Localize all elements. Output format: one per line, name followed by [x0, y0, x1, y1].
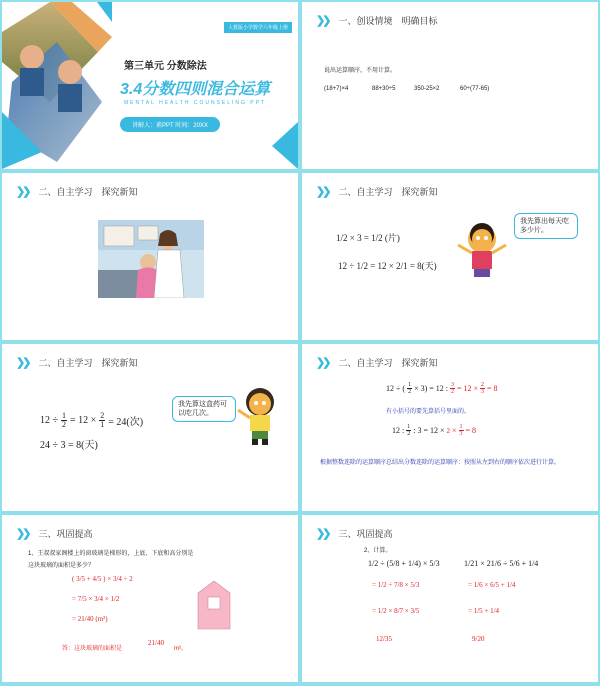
cover-subtitle: MENTAL HEALTH COUNSELING PPT	[124, 100, 267, 106]
cover-meta: 讲解人：素PPT 时间：20XX	[120, 117, 220, 132]
note-order: 根据整数连除的运算顺序总结出分数连除的运算顺序：按照从左到右的顺序依次进行计算。	[320, 460, 561, 466]
problem-2-step-2: = 1/5 + 1/4	[468, 607, 500, 615]
problem-2: 1/21 × 21/6 ÷ 5/6 + 1/4	[464, 559, 539, 568]
window-trapezoid-illustration	[192, 579, 236, 631]
slide-header: ❯❯ 一、创设情境 明确目标	[316, 15, 438, 27]
answer-text: 答：这块玻璃的面积是	[62, 646, 123, 652]
slide-explore-4[interactable]	[302, 344, 598, 511]
doctor-illustration	[98, 220, 204, 298]
step-1: ( 3/5 + 4/5 ) × 3/4 ÷ 2	[72, 575, 133, 583]
chevron-right-icon: ❯❯	[16, 186, 29, 198]
task-text: 2、计算。	[364, 548, 392, 554]
slide-explore-1[interactable]	[2, 173, 298, 340]
cover-photo-collage	[2, 2, 112, 169]
equation-line-2: 12 ÷ 1/2 = 12 × 2/1 = 8(天)	[338, 261, 437, 271]
slide-explore-3[interactable]	[2, 344, 298, 511]
chevron-right-icon: ❯❯	[16, 528, 29, 540]
cover-top-tag: 人教版小学数学六年级上册	[224, 22, 292, 33]
question-text: 1、王叔叔家阁楼上的窗玻璃是梯形的，上底、下底和高分别是	[28, 551, 194, 557]
slide-practice-2[interactable]	[302, 515, 598, 682]
chevron-right-icon: ❯❯	[316, 15, 329, 27]
cover-corner-decoration	[272, 122, 298, 169]
step-3: = 21/40 (m²)	[72, 615, 108, 623]
slide-practice-1[interactable]	[2, 515, 298, 682]
expr-1: (18+7)×4	[324, 86, 349, 92]
problem-1-step-2: = 1/2 × 8/7 × 3/5	[372, 607, 420, 615]
chevron-right-icon: ❯❯	[316, 186, 329, 198]
equation-line-2: 24 ÷ 3 = 8(天)	[40, 440, 98, 451]
problem-1-answer: 12/35	[376, 635, 392, 643]
speech-bubble: 我先算出每天吃多少片。	[514, 213, 578, 239]
slide-header: ❯❯ 二、自主学习 探究新知	[316, 186, 438, 198]
slide-header: ❯❯ 三、巩固提高	[316, 528, 393, 540]
slide-header: ❯❯ 三、巩固提高	[16, 528, 93, 540]
slide-intro[interactable]	[302, 2, 598, 169]
question-text-2: 这块玻璃的面积是多少？	[28, 563, 95, 569]
step-2: = 7/5 × 3/4 × 1/2	[72, 595, 120, 603]
problem-1-step-1: = 1/2 ÷ 7/8 × 5/3	[372, 581, 420, 589]
chevron-right-icon: ❯❯	[16, 357, 29, 369]
equation-line-1: 1/2 × 3 = 1/2 (片)	[336, 233, 400, 243]
cover-unit: 第三单元 分数除法	[124, 61, 207, 72]
expr-4: 60÷(77-65)	[460, 86, 490, 92]
slide-cover[interactable]	[2, 2, 298, 169]
instruction-text: 说出运算顺序，不用计算。	[324, 68, 397, 74]
problem-2-answer: 9/20	[472, 635, 485, 643]
chevron-right-icon: ❯❯	[316, 357, 329, 369]
speech-bubble: 我先算这盒药可以吃几次。	[172, 396, 236, 422]
answer-value: 21/40	[148, 639, 164, 647]
boy-cartoon	[232, 384, 288, 448]
answer-unit: m²。	[174, 646, 187, 652]
equation-line-1: 12 ÷ 1 2 = 12 × 2 1 = 24(次)	[40, 411, 144, 429]
slide-header: ❯❯ 二、自主学习 探究新知	[16, 357, 138, 369]
girl-cartoon	[454, 221, 510, 281]
slide-header: ❯❯ 二、自主学习 探究新知	[16, 186, 138, 198]
equation-1: 12 ÷ ( 1 2 × 3) = 12 : 3 2 = 12 × 2 3 = 8	[386, 382, 498, 395]
note-parentheses: 有小括号的要先算括号里面的。	[386, 409, 471, 415]
chevron-right-icon: ❯❯	[316, 528, 329, 540]
slide-header: ❯❯ 二、自主学习 探究新知	[316, 357, 438, 369]
problem-1: 1/2 ÷ (5/8 + 1/4) × 5/3	[368, 559, 440, 568]
cover-title: 3.4分数四则混合运算	[120, 81, 271, 98]
expr-2: 88+30÷5	[372, 86, 396, 92]
equation-2: 12 : 1 2 : 3 = 12 × 2 × 1 3 = 8	[392, 424, 477, 437]
problem-2-step-1: = 1/6 × 6/5 + 1/4	[468, 581, 516, 589]
slide-explore-2[interactable]	[302, 173, 598, 340]
expr-3: 350-25×2	[414, 86, 440, 92]
